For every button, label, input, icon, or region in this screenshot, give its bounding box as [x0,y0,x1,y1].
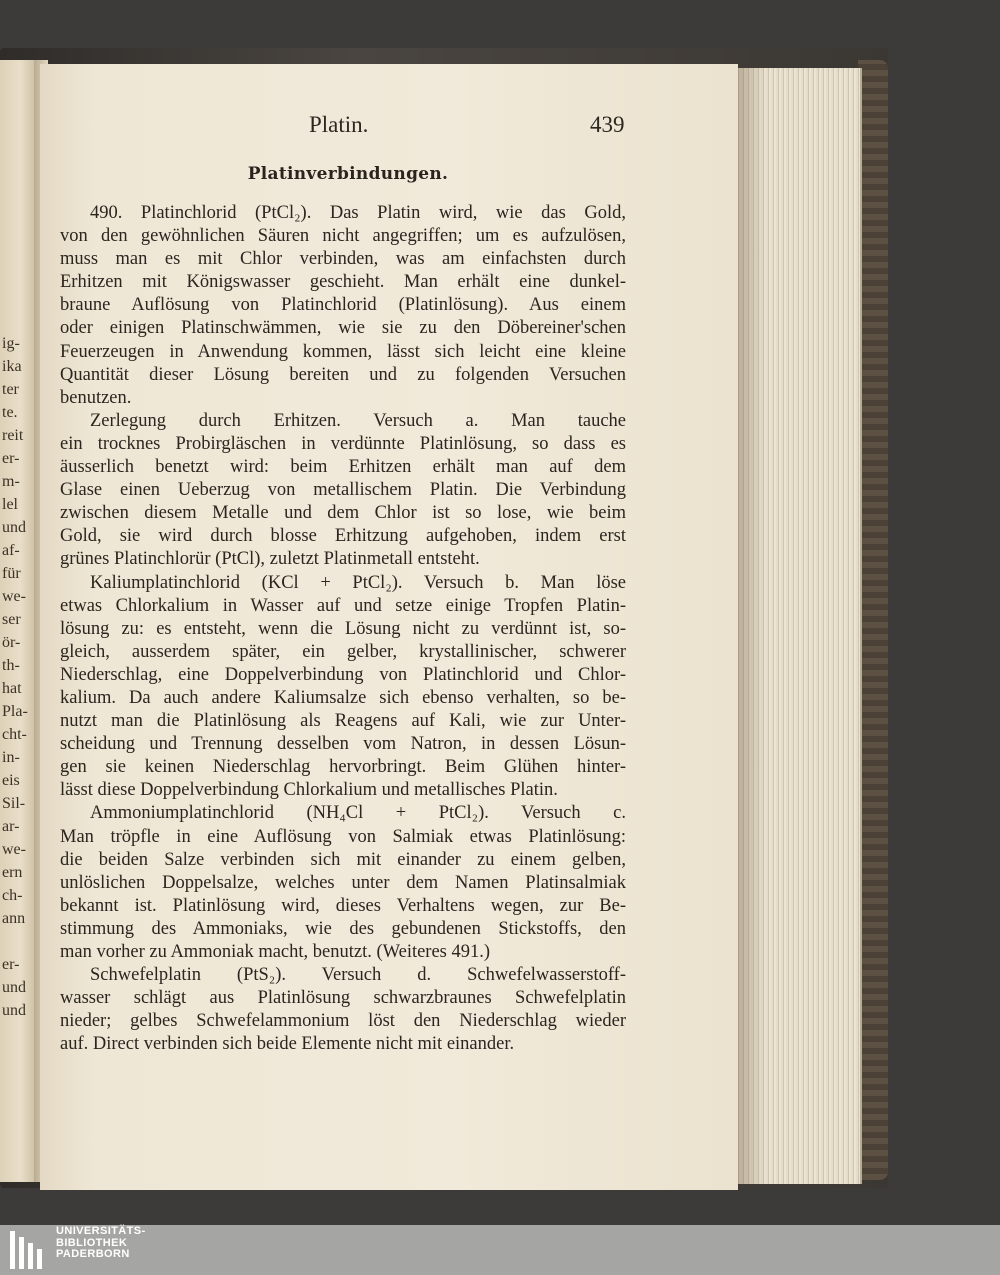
text-line: stimmung des Ammoniaks, wie des gebundenen Stickstoffs, den [60,918,626,939]
text-line: Quantität dieser Lösung bereiten und zu folgenden Versuchen [60,364,626,385]
left-page-fragment: und [2,1002,26,1019]
library-name-line1: UNIVERSITÄTS- [56,1225,146,1237]
left-page-fragment: eis [2,772,20,789]
text-line: braune Auflösung von Platinchlorid (Platinlösung). Aus einem [60,295,626,316]
text-line: man vorher zu Ammoniak macht, benutzt. (Weiteres 491.) [60,942,491,962]
text-line: lösung zu: es entsteht, wenn die Lösung nicht zu verdünnt ist, so- [60,618,626,639]
left-page-fragment: und [2,519,26,536]
left-page-fragment: ar- [2,818,20,835]
left-page-fragment: ör- [2,634,21,651]
text-line: oder einigen Platinschwämmen, wie sie zu den Döbereiner'schen [60,318,626,339]
page-number: 439 [590,112,625,137]
text-line: wasser schlägt aus Platinlösung schwarzbraunes Schwefelplatin [60,988,626,1009]
running-head: Platin. [309,112,369,137]
text-line: zwischen diesem Metalle und dem Chlor ist so lose, wie beim [60,503,626,524]
section-title: Platinverbindungen. [247,164,449,184]
left-page-fragment: ern [2,864,23,881]
left-page-fragment: lel [2,496,18,513]
text-line: kalium. Da auch andere Kaliumsalze sich ebenso verhalten, so be- [60,687,626,708]
text-line: Schwefelplatin (PtS₂). Versuch d. Schwefelwasserstoff- [90,965,626,986]
text-line: Erhitzen mit Königswasser geschieht. Man erhält eine dunkel- [60,272,626,293]
book-spine-edge [858,60,888,1180]
left-page-fragment: th- [2,657,20,674]
text-line: Man tröpfle in eine Auflösung von Salmiak etwas Platinlösung: [60,826,626,847]
left-page-fragment: m- [2,473,20,490]
text-line: Niederschlag, eine Doppelverbindung von Platinchlorid und Chlor- [60,664,626,685]
library-name-line3: PADERBORN [56,1248,130,1260]
left-page-fragment: für [2,565,21,582]
text-line: scheidung und Trennung desselben vom Natron, in dessen Lösun- [60,734,626,755]
text-line: Feuerzeugen in Anwendung kommen, lässt sich leicht eine kleine [60,341,626,362]
left-page-fragment: Pla- [2,703,28,720]
left-page-fragment: af- [2,542,20,559]
text-line: bekannt ist. Platinlösung wird, dieses Verhaltens wegen, zur Be- [60,895,626,916]
left-page-fragment: reit [2,427,24,444]
text-line: nutzt man die Platinlösung als Reagens auf Kali, wie zur Unter- [60,711,626,732]
left-page-fragment: we- [2,841,26,858]
page-edge-shadow [736,68,766,1184]
left-page-fragment: in- [2,749,20,766]
left-page-fragment: er- [2,450,20,467]
text-line: Ammoniumplatinchlorid (NH₄Cl + PtCl₂). Versuch c. [90,803,626,824]
left-page-fragment: ika [2,358,22,375]
left-page-fragment: ann [2,910,26,927]
text-line: gen sie keinen Niederschlag hervorbringt. Beim Glühen hinter- [60,757,626,778]
text-line: 490. Platinchlorid (PtCl₂). Das Platin wird, wie das Gold, [90,203,626,223]
text-line: Zerlegung durch Erhitzen. Versuch a. Man tauche [90,410,626,431]
text-line: etwas Chlorkalium in Wasser auf und setze einige Tropfen Platin- [60,595,626,616]
library-name-line2: BIBLIOTHEK [56,1236,128,1249]
text-line: muss man es mit Chlor verbinden, was am einfachsten durch [60,249,626,270]
left-page [0,60,34,1182]
text-line: Glase einen Ueberzug von metallischem Platin. Die Verbindung [60,480,626,501]
left-page-text [2,332,28,1022]
left-page-fragment: hat [2,680,22,697]
body-text [60,202,626,1056]
left-page-fragment: ser [2,611,21,628]
text-line: lässt diese Doppelverbindung Chlorkalium und metallisches Platin. [60,780,558,801]
text-line: nieder; gelbes Schwefelammonium löst den Niederschlag wieder [60,1011,626,1032]
text-line: äusserlich benetzt wird: beim Erhitzen erhält man auf dem [60,457,626,478]
left-page-fragment: te. [2,404,18,421]
library-logo-icon [8,1229,50,1271]
text-line: die beiden Salze verbinden sich mit einander zu einem gelben, [60,849,626,870]
text-line: von den gewöhnlichen Säuren nicht angegriffen; um es aufzulösen, [60,226,626,247]
text-line: auf. Direct verbinden sich beide Elemente nicht mit einander. [60,1034,515,1055]
left-page-fragment: Sil- [2,795,26,812]
text-line: benutzen. [60,387,132,408]
left-page-fragment: und [2,979,26,996]
text-line: gleich, ausserdem später, ein gelber, krystallinischer, schwerer [60,641,626,662]
text-line: ein trocknes Probirgläschen in verdünnte Platinlösung, so dass es [60,433,626,454]
left-page-fragment [2,930,28,953]
left-page-fragment: ch- [2,887,23,904]
footer-bar [0,1225,1000,1275]
left-page-fragment: we- [2,588,26,605]
library-name [56,1226,146,1261]
text-line: Gold, sie wird durch blosse Erhitzung aufgehoben, indem erst [60,526,626,547]
left-page-fragment: ig- [2,335,20,352]
left-page-fragment: er- [2,956,20,973]
text-line: unlöslichen Doppelsalze, welches unter dem Namen Platinsalmiak [60,872,626,893]
text-line: grünes Platinchlorür (PtCl), zuletzt Platinmetall entsteht. [60,549,480,570]
left-page-fragment: ter [2,381,19,398]
left-page-fragment: cht- [2,726,27,743]
text-line: Kaliumplatinchlorid (KCl + PtCl₂). Versuch b. Man löse [90,572,626,593]
